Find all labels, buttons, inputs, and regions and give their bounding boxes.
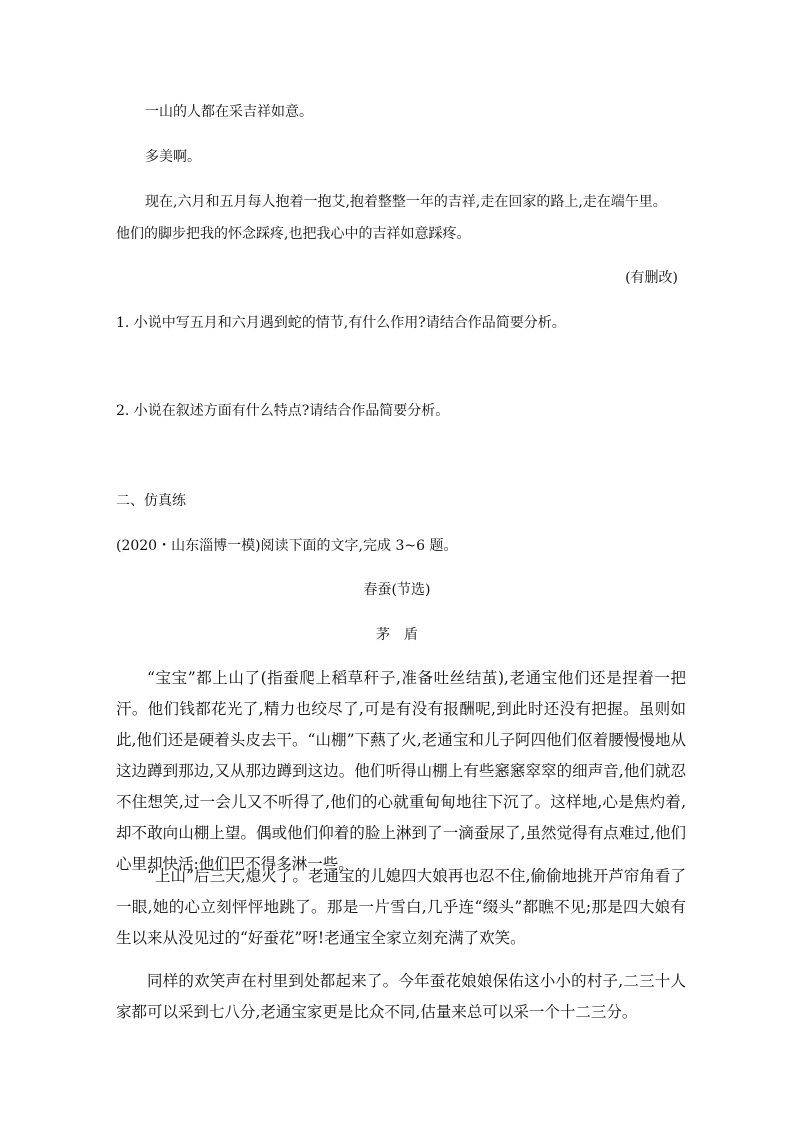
excerpt-author: 茅盾 bbox=[376, 627, 432, 643]
excerpt-title: 春蚕(节选) bbox=[363, 582, 431, 598]
excerpt-paragraph-3: 同样的欢笑声在村里到处都起来了。今年蚕花娘娘保佑这小小的村子,二三十人家都可以采到七八分,老通宝家更是比众不同,估量来总可以采一个十二三分。 bbox=[116, 972, 686, 1021]
passage-paragraph-3-line-1: 现在,六月和五月每人抱着一抱艾,抱着整整一年的吉祥,走在回家的路上,走在端午里。 bbox=[145, 194, 667, 210]
question-1: 1. 小说中写五月和六月遇到蛇的情节,有什么作用?请结合作品简要分析。 bbox=[116, 315, 566, 331]
passage-paragraph-2: 多美啊。 bbox=[145, 149, 201, 165]
excerpt-paragraph-1: “宝宝”都上山了(指蚕爬上稻草秆子,准备吐丝结茧),老通宝他们还是捏着一把汗。他们钱都花光了,精力也绞尽了,可是有没有报酬呢,到此时还没有把握。虽则如此,他们还是硬着头皮去干。“山棚”下爇了火,老通宝和儿子阿四他们伛着腰慢慢地从这边蹲到那边,又从那边蹲到这边。他们听得山棚上有些窸窸窣窣的细声音,他们就忍不住想笑,过一会儿又不听得了,他们的心就重甸甸地往下沉了。这样地,心是焦灼着,却不敢向山棚上望。偶或他们仰着的脸上淋到了一滴蚕尿了,虽然觉得有点难过,他们心里却快活:他们巴不得多淋一些。 bbox=[116, 669, 686, 873]
question-2: 2. 小说在叙述方面有什么特点?请结合作品简要分析。 bbox=[116, 403, 450, 419]
edit-note: (有删改) bbox=[625, 270, 678, 286]
passage-paragraph-1: 一山的人都在采吉祥如意。 bbox=[145, 104, 313, 120]
section-heading: 二、仿真练 bbox=[116, 493, 186, 509]
section-instruction: (2020・山东淄博一模)阅读下面的文字,完成 3~6 题。 bbox=[116, 538, 458, 554]
excerpt-paragraph-2: “上山”后三天,熄火了。老通宝的儿媳四大娘再也忍不住,偷偷地挑开芦帘角看了一眼,她的心立刻怦怦地跳了。那是一片雪白,几乎连“缀头”都瞧不见;那是四大娘有生以来从没见过的“好蚕花”呀!老通宝全家立刻充满了欢笑。 bbox=[116, 867, 686, 947]
passage-paragraph-3-line-2: 他们的脚步把我的怀念踩疼,也把我心中的吉祥如意踩疼。 bbox=[116, 226, 471, 242]
excerpt-author-line bbox=[0, 625, 794, 645]
